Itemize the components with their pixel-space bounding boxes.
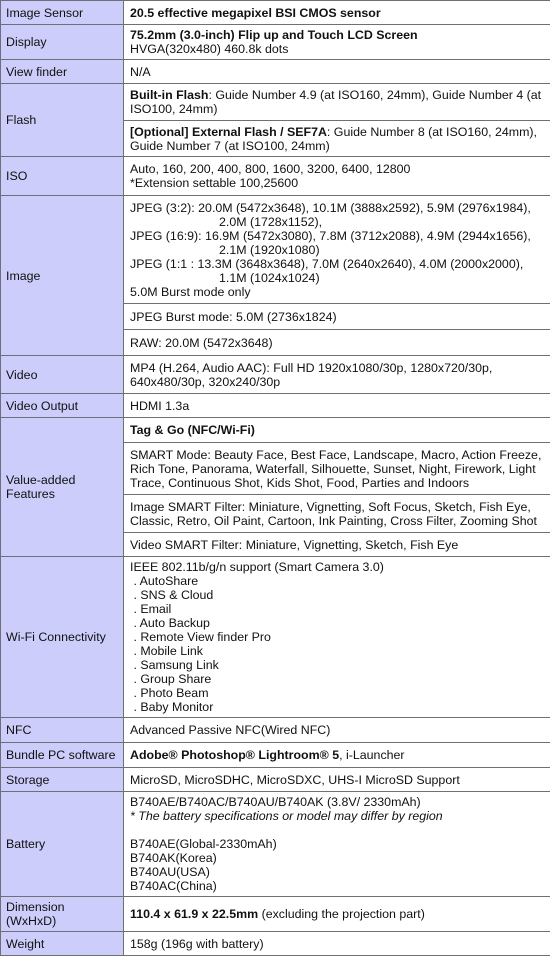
row-storage — [1, 768, 550, 792]
label-display: Display — [1, 25, 124, 60]
value-features-video-filter: Video SMART Filter: Miniature, Vignetting, Sketch, Fish Eye — [124, 533, 550, 557]
value-features-tag: Tag & Go (NFC/Wi-Fi) — [124, 418, 550, 443]
wifi-item: . SNS & Cloud — [130, 588, 545, 602]
wifi-item: . Baby Monitor — [130, 700, 545, 714]
row-wifi — [1, 557, 550, 718]
jpeg-1-1-cont: 1.1M (1024x1024) — [130, 271, 545, 285]
wifi-item: . Photo Beam — [130, 686, 545, 700]
label-flash: Flash — [1, 84, 124, 157]
row-features-tag — [1, 418, 550, 443]
battery-spacer — [130, 823, 545, 837]
label-features: Value-added Features — [1, 418, 124, 557]
row-display — [1, 25, 550, 60]
flash-external-text: : Guide Number 8 (at ISO160, 24mm), Guide Number 7 (at ISO100, 24mm) — [130, 125, 537, 153]
bundle-lightroom: Adobe® Photoshop® Lightroom® 5 — [130, 748, 339, 762]
value-nfc: Advanced Passive NFC(Wired NFC) — [124, 718, 550, 743]
value-weight: 158g (196g with battery) — [124, 932, 550, 956]
battery-model: B740AC(China) — [130, 879, 545, 893]
row-nfc — [1, 718, 550, 743]
label-storage: Storage — [1, 768, 124, 792]
row-dimension — [1, 897, 550, 932]
wifi-item: . Remote View finder Pro — [130, 630, 545, 644]
value-storage: MicroSD, MicroSDHC, MicroSDXC, UHS-I MicroSD Support — [124, 768, 550, 792]
label-dimension: Dimension (WxHxD) — [1, 897, 124, 932]
value-battery — [124, 792, 550, 897]
value-features-smart-mode: SMART Mode: Beauty Face, Best Face, Landscape, Macro, Action Freeze, Rich Tone, Panorama, Waterfall, Silhouette, Sunset, Night, Firework, Light Trace, Continuous Shot, Kids Shot, Food, Parties and Indoors — [124, 443, 550, 495]
value-dimension — [124, 897, 550, 932]
wifi-item: . Group Share — [130, 672, 545, 686]
row-image-sensor — [1, 1, 550, 25]
dimension-size: 110.4 x 61.9 x 22.5mm — [130, 907, 258, 921]
burst-only: 5.0M Burst mode only — [130, 285, 545, 299]
value-flash-external — [124, 121, 550, 157]
label-image-sensor: Image Sensor — [1, 1, 124, 25]
jpeg-1-1-line: JPEG (1:1 : 13.3M (3648x3648), 7.0M (2640x2640), 4.0M (2000x2000), — [130, 257, 545, 271]
wifi-item: . AutoShare — [130, 574, 545, 588]
value-display — [124, 25, 550, 60]
battery-model: B740AE(Global-2330mAh) — [130, 837, 545, 851]
battery-spec: B740AE/B740AC/B740AU/B740AK (3.8V/ 2330mAh) — [130, 795, 545, 809]
wifi-item: . Auto Backup — [130, 616, 545, 630]
row-flash-builtin — [1, 84, 550, 121]
wifi-header: IEEE 802.11b/g/n support (Smart Camera 3.0) — [130, 560, 545, 574]
bundle-rest: , i-Launcher — [339, 748, 404, 762]
value-viewfinder: N/A — [124, 60, 550, 84]
battery-note: * The battery specifications or model may differ by region — [130, 809, 545, 823]
value-features-image-filter: Image SMART Filter: Miniature, Vignetting, Soft Focus, Sketch, Fish Eye, Classic, Retro, Oil Paint, Cartoon, Ink Painting, Cross Filter, Zooming Shot — [124, 495, 550, 533]
jpeg-3-2-cont: 2.0M (1728x1152), — [130, 215, 545, 229]
value-video-output: HDMI 1.3a — [124, 394, 550, 418]
label-wifi: Wi-Fi Connectivity — [1, 557, 124, 718]
value-wifi — [124, 557, 550, 718]
label-video-output: Video Output — [1, 394, 124, 418]
dimension-note: (excluding the projection part) — [258, 907, 425, 921]
row-iso — [1, 157, 550, 196]
value-image-jpeg — [124, 196, 550, 304]
row-weight — [1, 932, 550, 956]
jpeg-16-9-line: JPEG (16:9): 16.9M (5472x3080), 7.8M (3712x2088), 4.9M (2944x1656), — [130, 229, 545, 243]
label-iso: ISO — [1, 157, 124, 196]
value-image-raw: RAW: 20.0M (5472x3648) — [124, 330, 550, 356]
wifi-item: . Mobile Link — [130, 644, 545, 658]
flash-builtin-text: : Guide Number 4.9 (at ISO160, 24mm), Guide Number 4 (at ISO100, 24mm) — [130, 88, 541, 116]
wifi-item: . Samsung Link — [130, 658, 545, 672]
value-flash-builtin — [124, 84, 550, 121]
jpeg-3-2-line: JPEG (3:2): 20.0M (5472x3648), 10.1M (3888x2592), 5.9M (2976x1984), — [130, 201, 545, 215]
row-video — [1, 356, 550, 394]
label-nfc: NFC — [1, 718, 124, 743]
row-video-output — [1, 394, 550, 418]
flash-builtin-title: Built-in Flash — [130, 88, 208, 102]
row-battery — [1, 792, 550, 897]
label-battery: Battery — [1, 792, 124, 897]
row-bundle — [1, 743, 550, 768]
label-image: Image — [1, 196, 124, 356]
label-weight: Weight — [1, 932, 124, 956]
value-bundle — [124, 743, 550, 768]
label-viewfinder: View finder — [1, 60, 124, 84]
flash-external-title: [Optional] External Flash / SEF7A — [130, 125, 327, 139]
row-viewfinder — [1, 60, 550, 84]
display-screen: 75.2mm (3.0-inch) Flip up and Touch LCD Screen — [130, 28, 545, 42]
label-video: Video — [1, 356, 124, 394]
battery-model: B740AK(Korea) — [130, 851, 545, 865]
display-resolution: HVGA(320x480) 460.8k dots — [130, 42, 545, 56]
value-image-burst: JPEG Burst mode: 5.0M (2736x1824) — [124, 304, 550, 330]
wifi-item: . Email — [130, 602, 545, 616]
jpeg-16-9-cont: 2.1M (1920x1080) — [130, 243, 545, 257]
iso-values: Auto, 160, 200, 400, 800, 1600, 3200, 6400, 12800 — [130, 162, 545, 176]
label-bundle: Bundle PC software — [1, 743, 124, 768]
row-image-jpeg — [1, 196, 550, 304]
value-video: MP4 (H.264, Audio AAC): Full HD 1920x1080/30p, 1280x720/30p, 640x480/30p, 320x240/30p — [124, 356, 550, 394]
iso-extension: *Extension settable 100,25600 — [130, 176, 545, 190]
value-iso — [124, 157, 550, 196]
battery-model: B740AU(USA) — [130, 865, 545, 879]
value-image-sensor: 20.5 effective megapixel BSI CMOS sensor — [124, 1, 550, 25]
